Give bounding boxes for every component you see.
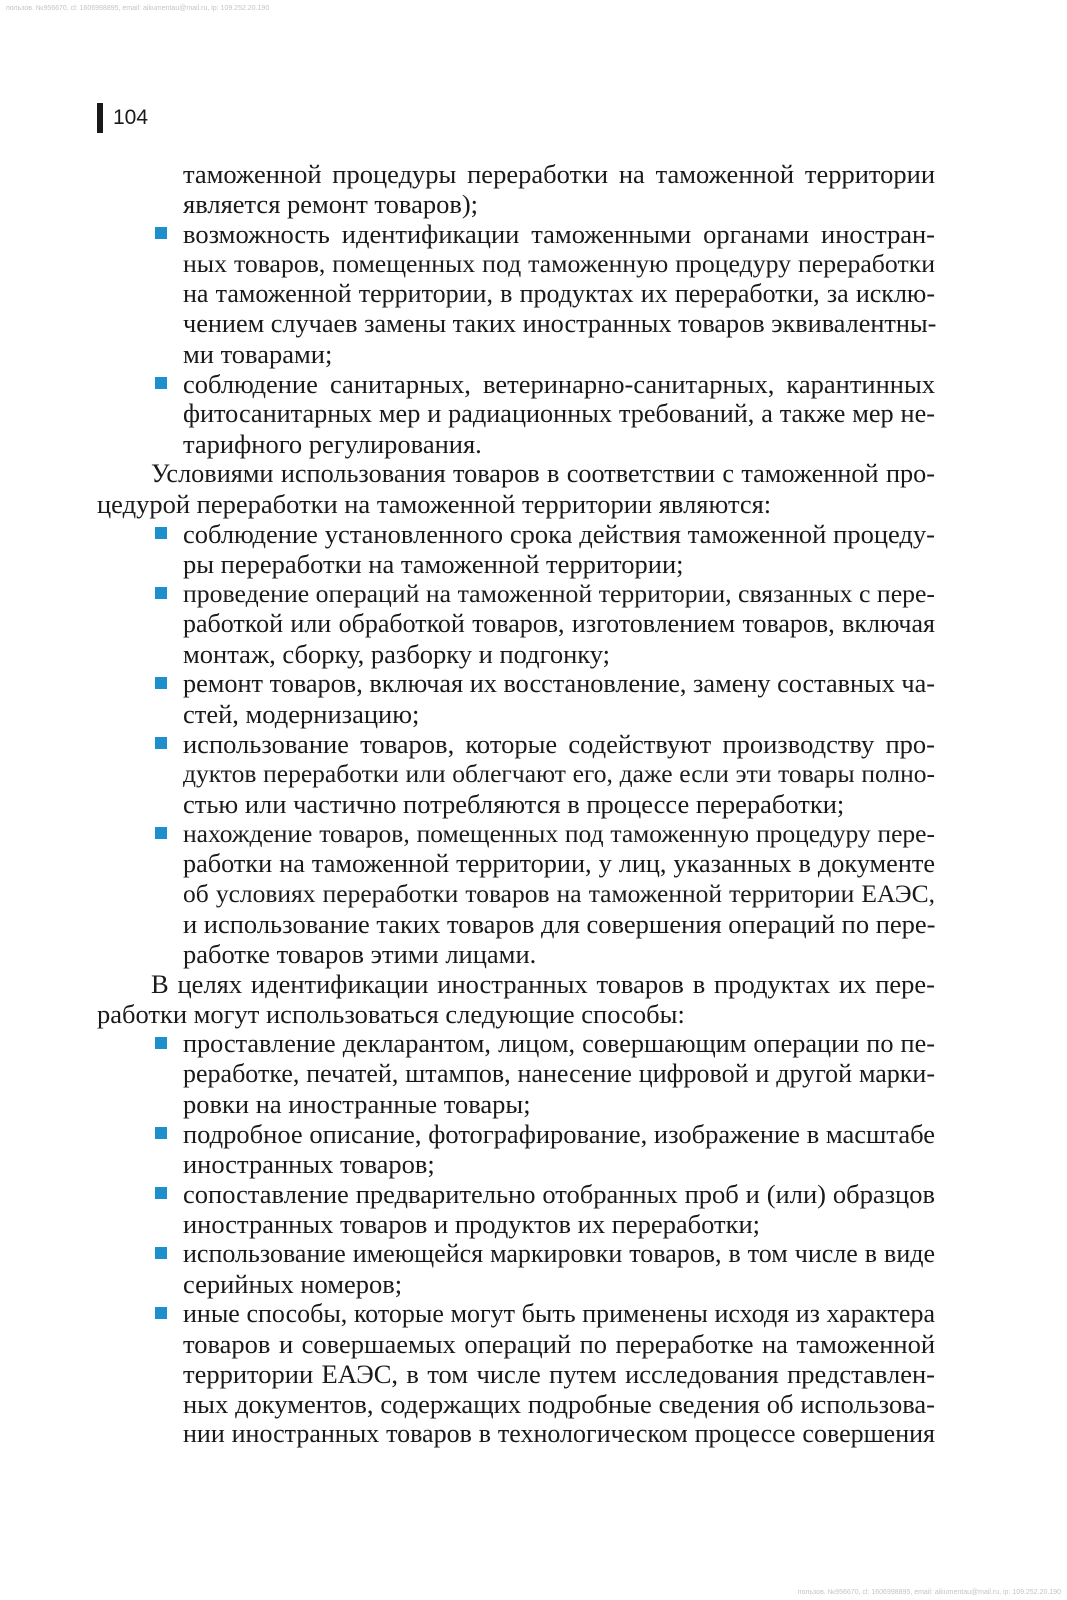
bullet-icon bbox=[155, 1127, 167, 1139]
watermark-bottom: пользов. №956670, cl: 1606998895, email: aikumentau@mail.ru, ip: 109.252.20.190 bbox=[797, 1589, 1061, 1596]
text-line: серийных номеров; bbox=[183, 1269, 403, 1299]
list-item-text: использование товаров, которые содействуют производству про- bbox=[183, 729, 935, 759]
text-line: дуктов переработки или облегчают его, даже если эти товары полно- bbox=[183, 759, 935, 788]
text-line: является ремонт товаров); bbox=[183, 189, 479, 219]
text-line: работки на таможенной территории, у лиц, указанных в документе bbox=[183, 849, 935, 878]
text-line: территории ЕАЭС, в том числе путем исследования представлен- bbox=[183, 1359, 935, 1389]
list-item-text: возможность идентификации таможенными органами иностран- bbox=[183, 219, 935, 249]
bullet-icon bbox=[155, 1037, 167, 1049]
list-item-line bbox=[97, 579, 935, 609]
list-item-text: нахождение товаров, помещенных под таможенную процедуру пере- bbox=[183, 819, 935, 848]
text-line: тарифного регулирования. bbox=[183, 429, 482, 459]
text-line: иностранных товаров и продуктов их переработки; bbox=[183, 1209, 761, 1239]
text-line: об условиях переработки товаров на таможенной территории ЕАЭС, bbox=[183, 879, 935, 908]
bullet-icon bbox=[155, 227, 167, 239]
list-item-line bbox=[97, 1029, 935, 1059]
text-line: на таможенной территории, в продуктах их переработки, за исклю- bbox=[183, 279, 935, 308]
text-line: ных документов, содержащих подробные сведения об использова- bbox=[183, 1389, 935, 1419]
list-item-line bbox=[97, 669, 935, 699]
paragraph-line: Условиями использования товаров в соответствии с таможенной про- bbox=[151, 459, 935, 488]
text-line: таможенной процедуры переработки на таможенной территории bbox=[183, 159, 935, 189]
list-item-text: ремонт товаров, включая их восстановление, замену составных ча- bbox=[183, 669, 935, 698]
text-line: работкой или обработкой товаров, изготовлением товаров, включая bbox=[183, 609, 935, 638]
list-item-line bbox=[97, 1179, 935, 1209]
text-line: стью или частично потребляются в процессе переработки; bbox=[183, 789, 845, 819]
text-line: ми товарами; bbox=[183, 339, 333, 369]
list-item-line bbox=[97, 519, 935, 549]
bullet-icon bbox=[155, 377, 167, 389]
list-item-text: иные способы, которые могут быть применены исходя из характера bbox=[183, 1299, 935, 1328]
list-item-line bbox=[97, 1299, 935, 1329]
list-item-text: соблюдение установленного срока действия таможенной процеду- bbox=[183, 519, 935, 549]
text-line: нии иностранных товаров в технологическом процессе совершения bbox=[183, 1419, 935, 1448]
list-item-text: использование имеющейся маркировки товаров, в том числе в виде bbox=[183, 1239, 935, 1268]
list-item-line bbox=[97, 219, 935, 249]
list-item-line bbox=[97, 729, 935, 759]
page-number-bar bbox=[97, 103, 103, 133]
list-item-line bbox=[97, 819, 935, 849]
paragraph-line: цедурой переработки на таможенной территории являются: bbox=[97, 489, 772, 519]
text-line: монтаж, сборку, разборку и подгонку; bbox=[183, 639, 611, 669]
list-item-text: проведение операций на таможенной территории, связанных с пере- bbox=[183, 579, 935, 608]
list-item-line bbox=[97, 1239, 935, 1269]
text-line: ровки на иностранные товары; bbox=[183, 1089, 531, 1119]
text-line: чением случаев замены таких иностранных товаров эквивалентны- bbox=[183, 309, 937, 338]
bullet-icon bbox=[155, 827, 167, 839]
watermark-top: пользов. №956670, cl: 1606998895, email: aikumentau@mail.ru, ip: 109.252.20.190 bbox=[6, 5, 270, 12]
text-line: ных товаров, помещенных под таможенную процедуру переработки bbox=[183, 249, 935, 278]
bullet-icon bbox=[155, 1307, 167, 1319]
text-line: и использование таких товаров для совершения операций по пере- bbox=[183, 909, 936, 939]
text-line: реработке, печатей, штампов, нанесение цифровой и другой марки- bbox=[183, 1059, 935, 1088]
text-line: товаров и совершаемых операций по переработке на таможенной bbox=[183, 1329, 935, 1359]
bullet-icon bbox=[155, 587, 167, 599]
paragraph-line: работки могут использоваться следующие способы: bbox=[97, 999, 685, 1029]
list-item-text: сопоставление предварительно отобранных проб и (или) образцов bbox=[183, 1179, 935, 1209]
bullet-icon bbox=[155, 527, 167, 539]
text-line: работке товаров этими лицами. bbox=[183, 939, 537, 969]
page-header bbox=[97, 103, 148, 133]
page-body bbox=[97, 159, 935, 1449]
list-item-text: проставление декларантом, лицом, совершающим операции по пе- bbox=[183, 1029, 935, 1058]
bullet-icon bbox=[155, 677, 167, 689]
bullet-icon bbox=[155, 1187, 167, 1199]
page-number: 104 bbox=[113, 106, 149, 129]
bullet-icon bbox=[155, 1247, 167, 1259]
list-item-line bbox=[97, 1119, 935, 1149]
list-item-text: соблюдение санитарных, ветеринарно-санитарных, карантинных bbox=[183, 369, 935, 399]
bullet-icon bbox=[155, 737, 167, 749]
text-line: стей, модернизацию; bbox=[183, 699, 420, 729]
list-item-line bbox=[97, 369, 935, 399]
paragraph-line: В целях идентификации иностранных товаров в продуктах их пере- bbox=[151, 969, 935, 999]
text-line: иностранных товаров; bbox=[183, 1149, 435, 1179]
list-item-text: подробное описание, фотографирование, изображение в масштабе bbox=[183, 1119, 935, 1149]
text-line: ры переработки на таможенной территории; bbox=[183, 549, 684, 579]
text-line: фитосанитарных мер и радиационных требований, а также мер не- bbox=[183, 399, 935, 428]
